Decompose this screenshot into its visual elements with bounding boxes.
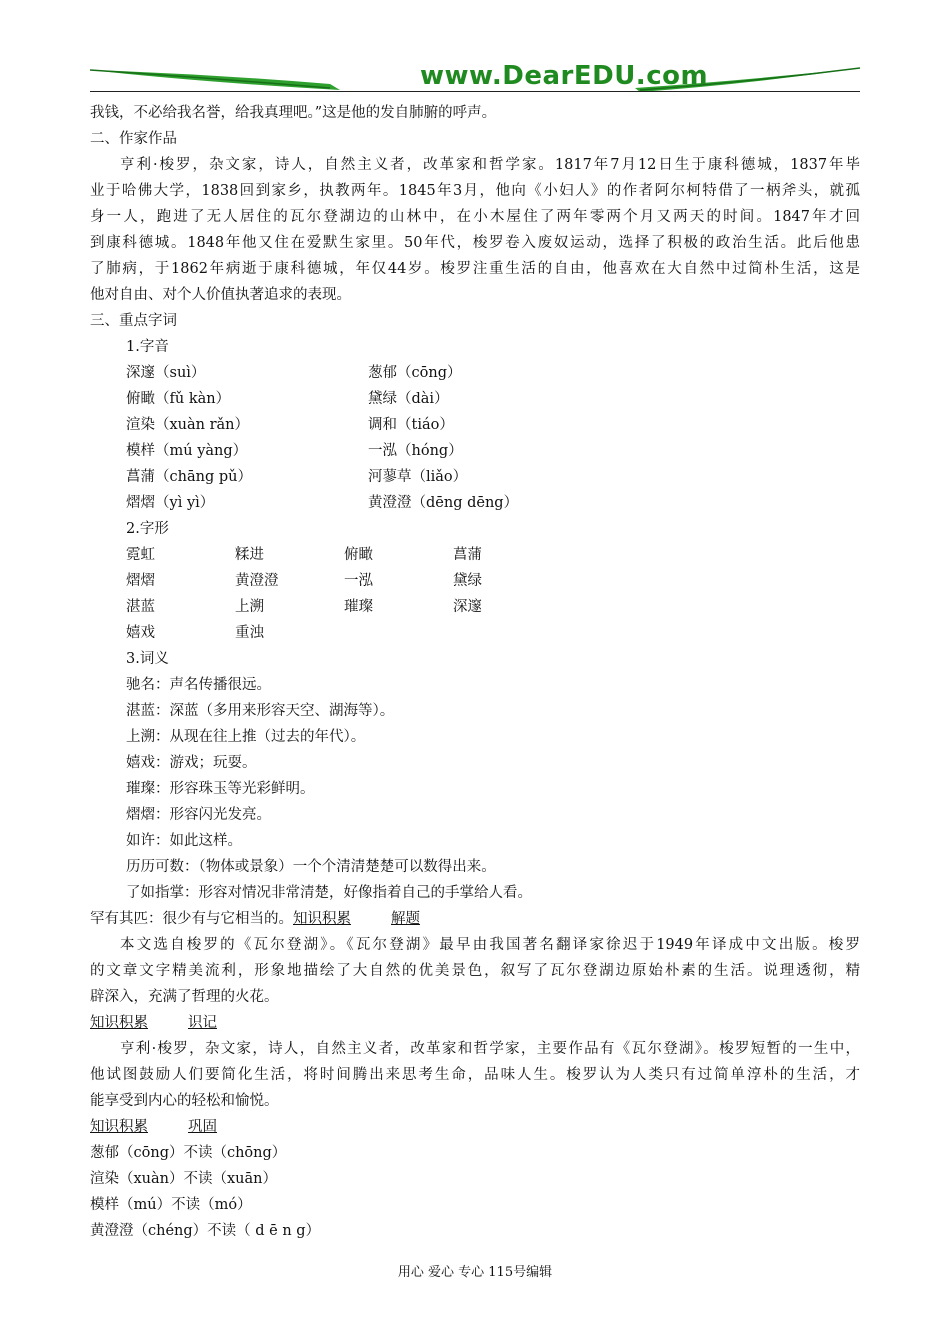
definition-item: 了如指掌：形容对情况非常清楚，好像指着自己的手掌给人看。 bbox=[126, 885, 532, 901]
review-item: 葱郁（cōng）不读（chōng） bbox=[90, 1145, 287, 1161]
pronunciation-item: 河蓼草（liǎo） bbox=[368, 469, 468, 485]
word-item: 上溯 bbox=[235, 599, 264, 615]
paragraph-line: 辟深入，充满了哲理的火花。 bbox=[90, 989, 279, 1005]
knowledge-heading bbox=[90, 1010, 860, 1036]
heading-label: 知识积累 bbox=[293, 911, 351, 927]
heading-label: 知识积累 bbox=[90, 1015, 148, 1031]
paragraph-line: 他对自由、对个人价值执著追求的表现。 bbox=[90, 287, 351, 303]
header-divider bbox=[90, 91, 860, 92]
word-item: 俯瞰 bbox=[344, 547, 373, 563]
word-item: 黄澄澄 bbox=[235, 573, 279, 589]
definition-item: 罕有其匹：很少有与它相当的。 bbox=[90, 911, 293, 927]
definition-with-heading bbox=[90, 906, 860, 932]
word-item: 璀璨 bbox=[344, 599, 373, 615]
heading-sub: 巩固 bbox=[188, 1119, 217, 1135]
subheading: 2.字形 bbox=[126, 521, 169, 537]
paragraph-line: 的文章文字精美流利，形象地描绘了大自然的优美景色，叙写了瓦尔登湖边原始朴素的生活。说理透彻，精 bbox=[90, 963, 860, 979]
definition-item: 璀璨：形容珠玉等光彩鲜明。 bbox=[126, 781, 315, 797]
subheading: 1.字音 bbox=[126, 339, 169, 355]
pronunciation-item: 模样（mú yàng） bbox=[126, 443, 248, 459]
pronunciation-item: 一泓（hóng） bbox=[368, 443, 463, 459]
word-form-list bbox=[90, 542, 860, 646]
pronunciation-list bbox=[90, 360, 860, 516]
word-item: 熠熠 bbox=[126, 573, 155, 589]
pronunciation-item: 调和（tiáo） bbox=[368, 417, 454, 433]
review-item: 渲染（xuàn）不读（xuān） bbox=[90, 1171, 277, 1187]
paragraph-line: 本文选自梭罗的《瓦尔登湖》。《瓦尔登湖》最早由我国著名翻译家徐迟于1949年译成中文出版。梭罗 bbox=[120, 937, 860, 953]
word-item: 嬉戏 bbox=[126, 625, 155, 641]
word-item: 黛绿 bbox=[453, 573, 482, 589]
word-item: 一泓 bbox=[344, 573, 373, 589]
definition-item: 如许：如此这样。 bbox=[126, 833, 242, 849]
section-heading: 三、重点字词 bbox=[90, 313, 177, 329]
word-item: 深邃 bbox=[453, 599, 482, 615]
subheading: 3.词义 bbox=[126, 651, 169, 667]
paragraph-line: 能享受到内心的轻松和愉悦。 bbox=[90, 1093, 279, 1109]
paragraph-line: 了肺病，于1862年病逝于康科德城，年仅44岁。梭罗注重生活的自由，他喜欢在大自然中过简朴生活，这是 bbox=[90, 261, 860, 277]
word-item: 湛蓝 bbox=[126, 599, 155, 615]
paragraph-line: 亨利·梭罗，杂文家，诗人，自然主义者，改革家和哲学家。1817年7月12日生于康科德城，1837年毕 bbox=[120, 157, 860, 173]
pronunciation-item: 黄澄澄（dēng dēng） bbox=[368, 495, 519, 511]
heading-label: 知识积累 bbox=[90, 1119, 148, 1135]
section-heading: 二、作家作品 bbox=[90, 131, 177, 147]
paragraph-line: 亨利·梭罗，杂文家，诗人，自然主义者，改革家和哲学家，主要作品有《瓦尔登湖》。梭罗短暂的一生中， bbox=[120, 1041, 860, 1057]
pronunciation-item: 俯瞰（fǔ kàn） bbox=[126, 391, 231, 407]
text-line: 我钱，不必给我名誉，给我真理吧。”这是他的发自肺腑的呼声。 bbox=[90, 105, 497, 121]
knowledge-heading bbox=[90, 1114, 860, 1140]
pronunciation-item: 葱郁（cōng） bbox=[368, 365, 462, 381]
word-item: 菖蒲 bbox=[453, 547, 482, 563]
knowledge-heading bbox=[293, 911, 420, 927]
word-item: 糅进 bbox=[235, 547, 264, 563]
heading-underline bbox=[90, 1119, 217, 1135]
pronunciation-item: 黛绿（dài） bbox=[368, 391, 449, 407]
definition-item: 上溯：从现在往上推（过去的年代）。 bbox=[126, 729, 366, 745]
word-item: 霓虹 bbox=[126, 547, 155, 563]
paragraph-line: 业于哈佛大学，1838回到家乡，执教两年。1845年3月，他向《小妇人》的作者阿尔柯特借了一柄斧头，就孤 bbox=[90, 183, 860, 199]
paragraph-line: 身一人，跑进了无人居住的瓦尔登湖边的山林中，在小木屋住了两年零两个月又两天的时间。1847年才回 bbox=[90, 209, 860, 225]
paragraph-line: 到康科德城。1848年他又住在爱默生家里。50年代，梭罗卷入废奴运动，选择了积极的政治生活。此后他患 bbox=[90, 235, 860, 251]
page-footer: 用心 爱心 专心 115号编辑 bbox=[397, 1265, 553, 1280]
site-logo: www.DearEDU.com bbox=[420, 61, 709, 91]
heading-sub: 解题 bbox=[391, 911, 420, 927]
definition-item: 历历可数：（物体或景象）一个个清清楚楚可以数得出来。 bbox=[126, 859, 496, 875]
review-item: 模样（mú）不读（mó） bbox=[90, 1197, 252, 1213]
definition-item: 熠熠：形容闪光发亮。 bbox=[126, 807, 271, 823]
heading-sub: 识记 bbox=[188, 1015, 217, 1031]
paragraph-line: 他试图鼓励人们要简化生活，将时间腾出来思考生命，品味人生。梭罗认为人类只有过简单淳朴的生活，才 bbox=[90, 1067, 860, 1083]
definition-item: 驰名：声名传播很远。 bbox=[126, 677, 271, 693]
heading-underline bbox=[90, 1015, 217, 1031]
pronunciation-item: 渲染（xuàn rǎn） bbox=[126, 417, 250, 433]
word-item: 重浊 bbox=[235, 625, 264, 641]
review-item: 黄澄澄（chéng）不读（ d ē n g） bbox=[90, 1223, 321, 1239]
definition-item: 湛蓝：深蓝（多用来形容天空、湖海等）。 bbox=[126, 703, 395, 719]
pronunciation-item: 深邃（suì） bbox=[126, 365, 206, 381]
pronunciation-item: 菖蒲（chāng pǔ） bbox=[126, 469, 252, 485]
document-body bbox=[90, 100, 860, 1244]
pronunciation-item: 熠熠（yì yì） bbox=[126, 495, 215, 511]
definition-item: 嬉戏：游戏；玩耍。 bbox=[126, 755, 257, 771]
